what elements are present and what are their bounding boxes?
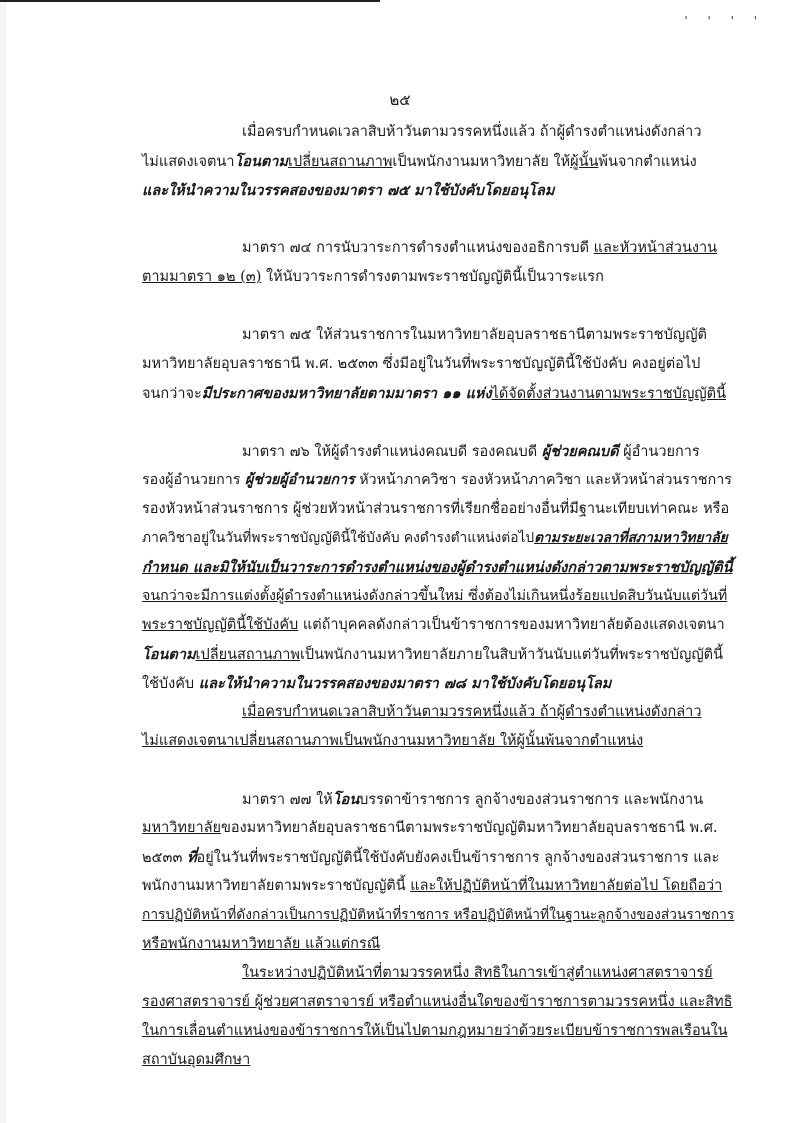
inserted-text: โอนตาม: [142, 646, 196, 663]
text-span: ให้นับวาระการดำรงตามพระราชบัญญัตินี้เป็นวาระแรก: [261, 269, 604, 285]
text-span: พนักงานมหาวิทยาลัยตามพระราชบัญญัตินี้: [142, 878, 411, 894]
text-line: [142, 234, 734, 263]
text-span: หัวหน้าภาควิชา รองหัวหน้าภาควิชา และหัวหน้าส่วนราชการ: [354, 472, 732, 488]
text-span: รองผู้อำนวยการ: [142, 472, 245, 488]
text-span: รองหัวหน้าส่วนราชการ ผู้ช่วยหัวหน้าส่วนราชการที่เรียกชื่ออย่างอื่นที่มีฐานะเทียบเท่าคณะ หรือ: [142, 501, 730, 517]
underlined-text: เปลี่ยนสถานภาพ: [288, 154, 393, 170]
text-line: [142, 611, 734, 640]
underlined-text: รองศาสตราจารย์ ผู้ช่วยศาสตราจารย์ หรือตำแหน่งอื่นใดของข้าราชการตามวรรคหนึ่ง และสิทธิ: [142, 994, 733, 1010]
text-line: [142, 698, 734, 727]
text-line: [142, 321, 734, 350]
text-line: [142, 147, 734, 176]
underlined-text: เมื่อครบกำหนดเวลาสิบห้าวันตามวรรคหนึ่งแล้ว ถ้าผู้ดำรงตำแหน่งดังกล่าว: [242, 704, 702, 720]
text-line: [142, 843, 734, 872]
text-line: [142, 263, 734, 292]
inserted-text: กำหนด และมิให้นับเป็นวาระการดำรงตำแหน่งของผู้ดำรงตำแหน่งดังกล่าวตามพระราชบัญญัตินี้: [142, 559, 733, 576]
underlined-text: ได้จัดตั้งส่วนงานตามพระราชบัญญัตินี้: [491, 386, 726, 402]
text-line: [142, 814, 734, 843]
text-span: แต่ถ้าบุคคลดังกล่าวเป็นข้าราชการของมหาวิทยาลัยต้องแสดงเจตนา: [298, 617, 725, 633]
corner-marks: ' ' ' ': [684, 14, 765, 28]
inserted-text: ที่: [186, 849, 197, 866]
text-line: [142, 437, 734, 466]
underlined-text: มหาวิทยาลัย: [142, 820, 221, 836]
text-span: ของมหาวิทยาลัยอุบลราชธานีตามพระราชบัญญัติมหาวิทยาลัยอุบลราชธานี พ.ศ.: [220, 820, 718, 836]
page-number: ๒๕: [389, 91, 411, 109]
text-span: อยู่ในวันที่พระราชบัญญัตินี้ใช้บังคับยังคงเป็นข้าราชการ ลูกจ้างของส่วนราชการ และ: [196, 850, 720, 866]
inserted-text: ผู้ช่วยคณบดี: [541, 443, 619, 460]
underlined-text: ผู้นั้น: [570, 154, 599, 170]
text-line: [142, 669, 734, 698]
text-line: [142, 582, 734, 611]
text-span: ภาควิชาอยู่ในวันที่พระราชบัญญัตินี้ใช้บังคับ คงดำรงตำแหน่งต่อไป: [142, 530, 535, 546]
text-span: เป็นพนักงานมหาวิทยาลัยภายในสิบห้าวันนับแต่วันที่พระราชบัญญัตินี้: [299, 647, 724, 663]
text-line: [142, 901, 734, 930]
paragraph-gap: [142, 292, 734, 321]
text-line: [142, 959, 734, 988]
paragraph-gap: [142, 205, 734, 234]
text-span: มาตรา ๗๕ ให้ส่วนราชการในมหาวิทยาลัยอุบลราชธานีตามพระราชบัญญัติ: [242, 327, 707, 343]
text-span: บรรดาข้าราชการ ลูกจ้างของส่วนราชการ และพนักงาน: [359, 792, 704, 808]
text-span: เป็นพนักงานมหาวิทยาลัย ให้: [392, 154, 571, 170]
text-span: มาตรา ๗๖ ให้ผู้ดำรงตำแหน่งคณบดี รองคณบดี: [242, 444, 542, 460]
document-body: [142, 118, 734, 1075]
inserted-text: โอน: [332, 791, 360, 808]
inserted-text: ผู้ช่วยผู้อำนวยการ: [245, 472, 355, 488]
text-line: [142, 495, 734, 524]
text-line: [142, 640, 734, 669]
inserted-text: มีประกาศของมหาวิทยาลัยตามมาตรา ๑๑ แห่ง: [201, 385, 492, 402]
underlined-text: พระราชบัญญัตินี้ใช้บังคับ: [142, 617, 299, 633]
text-line: [142, 727, 734, 756]
text-span: ผู้อำนวยการ: [618, 444, 700, 460]
underlined-text: และให้ปฏิบัติหน้าที่ในมหาวิทยาลัยต่อไป โดยถือว่า: [410, 878, 723, 894]
text-span: มาตรา ๗๔ การนับวาระการดำรงตำแหน่งของอธิการบดี: [242, 240, 594, 256]
underlined-text: จนกว่าจะมีการแต่งตั้งผู้ดำรงตำแหน่งดังกล่าวขึ้นใหม่ ซึ่งต้องไม่เกินหนึ่งร้อยแปดสิบวันนับแต่วันที่: [142, 588, 728, 604]
text-line: [142, 118, 734, 147]
underlined-text: ตามมาตรา ๑๒ (๓): [142, 269, 262, 285]
underlined-text: ในระหว่างปฏิบัติหน้าที่ตามวรรคหนึ่ง สิทธิในการเข้าสู่ตำแหน่งศาสตราจารย์: [242, 965, 713, 981]
text-line: [142, 524, 734, 553]
text-line: [142, 1017, 734, 1046]
text-span: ไม่แสดงเจตนา: [142, 154, 235, 170]
text-line: [142, 466, 734, 495]
text-line: [142, 988, 734, 1017]
text-span: เมื่อครบกำหนดเวลาสิบห้าวันตามวรรคหนึ่งแล้ว ถ้าผู้ดำรงตำแหน่งดังกล่าว: [242, 124, 702, 140]
underlined-text: เปลี่ยนสถานภาพ: [195, 647, 300, 663]
text-span: มหาวิทยาลัยอุบลราชธานี พ.ศ. ๒๕๓๓ ซึ่งมีอยู่ในวันที่พระราชบัญญัตินี้ใช้บังคับ คงอยู่ต่อไป: [142, 356, 701, 372]
text-span: มาตรา ๗๗ ให้: [242, 792, 333, 808]
paragraph-gap: [142, 408, 734, 437]
underlined-text: การปฏิบัติหน้าที่ดังกล่าวเป็นการปฏิบัติหน้าที่ราชการ หรือปฏิบัติหน้าที่ในฐานะลูกจ้างของส่วนราชการ: [142, 907, 735, 923]
text-line: [142, 379, 734, 408]
underlined-text: สถาบันอุดมศึกษา: [142, 1052, 251, 1068]
text-span: ใช้บังคับ: [142, 676, 199, 692]
text-span: ๒๕๓๓: [142, 850, 187, 866]
text-line: [142, 176, 734, 205]
underlined-text: ในการเลื่อนตำแหน่งของข้าราชการให้เป็นไปตามกฎหมายว่าด้วยระเบียบข้าราชการพลเรือนใน: [142, 1023, 728, 1039]
text-line: [142, 350, 734, 379]
text-line: [142, 1046, 734, 1075]
inserted-text: และให้นำความในวรรคสองของมาตรา ๗๕ มาใช้บังคับโดยอนุโลม: [142, 182, 555, 199]
text-span: จนกว่าจะ: [142, 386, 202, 402]
top-rule: [0, 0, 380, 2]
text-line: [142, 872, 734, 901]
inserted-text: ตามระยะเวลาที่สภามหาวิทยาลัย: [534, 530, 728, 546]
text-line: [142, 553, 734, 582]
text-span: พ้นจากตำแหน่ง: [598, 154, 697, 170]
underlined-text: หรือพนักงานมหาวิทยาลัย แล้วแต่กรณี: [142, 936, 381, 952]
underlined-text: และหัวหน้าส่วนงาน: [593, 240, 717, 256]
text-line: [142, 785, 734, 814]
inserted-text: และให้นำความในวรรคสองของมาตรา ๗๘ มาใช้บังคับโดยอนุโลม: [198, 675, 612, 692]
scan-edge: [0, 0, 6, 1123]
paragraph-gap: [142, 756, 734, 785]
inserted-text: โอนตาม: [234, 153, 288, 170]
underlined-text: ไม่แสดงเจตนาเปลี่ยนสถานภาพเป็นพนักงานมหาวิทยาลัย ให้ผู้นั้นพ้นจากตำแหน่ง: [142, 733, 644, 749]
text-line: [142, 930, 734, 959]
